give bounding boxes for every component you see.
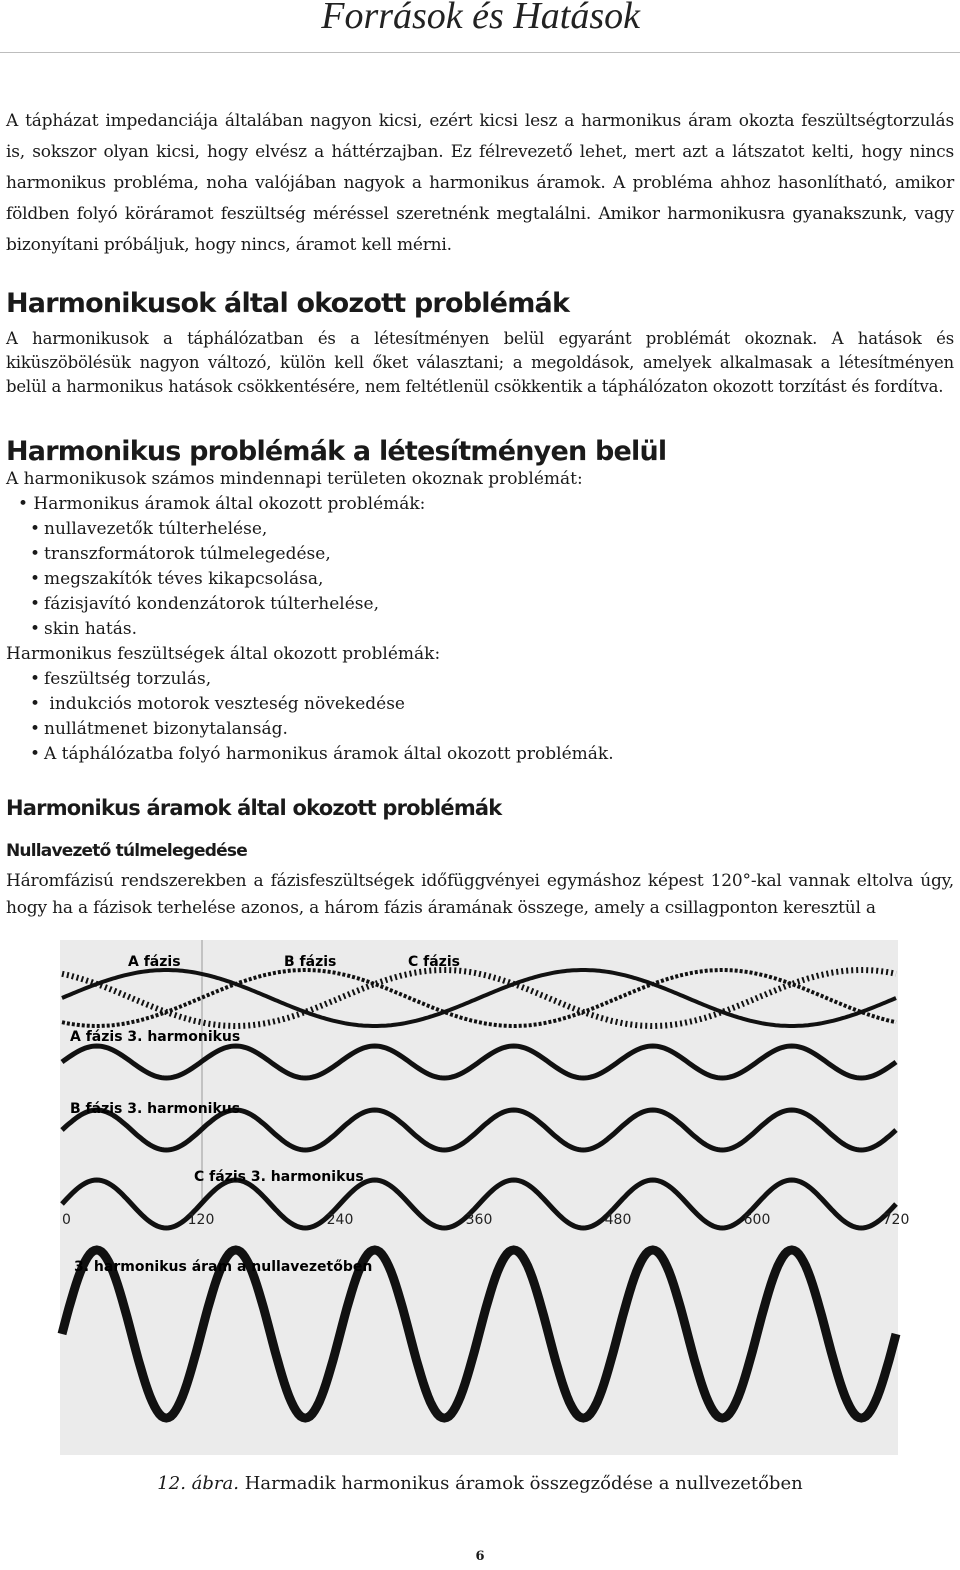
- list-item: • megszakítók téves kikapcsolása,: [30, 569, 324, 589]
- x-tick-label: 360: [465, 1212, 493, 1228]
- label-b-harmonic: B fázis 3. harmonikus: [70, 1101, 241, 1117]
- label-a-harmonic: A fázis 3. harmonikus: [70, 1029, 241, 1045]
- label-c-harmonic: C fázis 3. harmonikus: [194, 1169, 364, 1185]
- x-tick-label: 0: [62, 1212, 71, 1228]
- caption-label: 12. ábra.: [157, 1473, 239, 1494]
- list-item: • skin hatás.: [30, 619, 137, 639]
- figure-caption: [0, 1473, 960, 1494]
- page-header: [0, 0, 960, 53]
- current-problems-head: • Harmonikus áramok által okozott problémák:: [18, 494, 426, 514]
- harmonics-figure: [60, 940, 910, 1455]
- x-tick-label: 720: [882, 1212, 910, 1228]
- x-tick-label: 600: [743, 1212, 771, 1228]
- x-tick-label: 120: [187, 1212, 215, 1228]
- section-heading-facility: Harmonikus problémák a létesítményen belül: [6, 436, 667, 467]
- list-item: • transzformátorok túlmelegedése,: [30, 544, 331, 564]
- list-item: • nullavezetők túlterhelése,: [30, 519, 268, 539]
- subsection-heading-neutral: Nullavezető túlmelegedése: [6, 841, 247, 861]
- list-item: • A táphálózatba folyó harmonikus áramok által okozott problémák.: [30, 744, 614, 764]
- list-item: • fázisjavító kondenzátorok túlterhelése,: [30, 594, 379, 614]
- list-item: • feszültség torzulás,: [30, 669, 212, 689]
- neutral-text: Háromfázisú rendszerekben a fázisfeszültségek időfüggvényei egymáshoz képest 120°-kal vannak eltolva úgy, hogy ha a fázisok terhelése azonos, a három fázis áramának összege, amely a csillagponton keresztül a: [6, 871, 954, 918]
- label-a-phase: A fázis: [128, 954, 181, 970]
- intro-paragraph: A tápházat impedanciája általában nagyon kicsi, ezért kicsi lesz a harmonikus áram okozta feszültségtorzulás is, sokszor olyan kicsi, hogy elvész a háttérzajban. Ez félrevezető lehet, mert azt a látszatot kelti, hogy nincs harmonikus probléma, noha valójában nagyok a harmonikus áramok. A probléma ahhoz hasonlítható, amikor földben folyó köráramot feszültség méréssel szeretnénk megtalálni. Amikor harmonikusra gyanakszunk, vagy bizonyítani próbáljuk, hogy nincs, áramot kell mérni.: [6, 111, 954, 255]
- facility-intro: A harmonikusok számos mindennapi területen okoznak problémát:: [6, 469, 583, 489]
- list-item: • nullátmenet bizonytalanság.: [30, 719, 288, 739]
- wave-a-harmonic: [62, 1046, 896, 1078]
- section-heading-currents: Harmonikus áramok által okozott problémák: [6, 796, 502, 820]
- harmonics-chart: [60, 940, 910, 1455]
- section-problems-text: A harmonikusok a táphálózatban és a létesítményen belül egyaránt problémát okoznak. A hatások és kiküszöbölésük nagyon változó, külön kell őket választani; a megoldások, amelyek alkalmasak a létesítményen belül a harmonikus hatások csökkentésére, nem feltétlenül csökkentik a táphálózaton okozott torzítást és fordítva.: [6, 329, 954, 396]
- wave-neutral-harmonic: [62, 1250, 896, 1418]
- section-heading-problems: Harmonikusok által okozott problémák: [6, 288, 570, 319]
- page-number: 6: [475, 1549, 485, 1564]
- voltage-problems-head: Harmonikus feszültségek által okozott problémák:: [6, 644, 441, 664]
- x-tick-label: 240: [326, 1212, 354, 1228]
- label-c-phase: C fázis: [408, 954, 460, 970]
- list-item: • indukciós motorok veszteség növekedése: [30, 694, 405, 714]
- x-tick-label: 480: [604, 1212, 632, 1228]
- header-title: Források és Hatások: [321, 0, 640, 37]
- label-neutral-harmonic: 3. harmonikus áram a nullavezetőben: [74, 1259, 373, 1275]
- label-b-phase: B fázis: [284, 954, 337, 970]
- caption-text: Harmadik harmonikus áramok összegződése a nullvezetőben: [238, 1473, 803, 1494]
